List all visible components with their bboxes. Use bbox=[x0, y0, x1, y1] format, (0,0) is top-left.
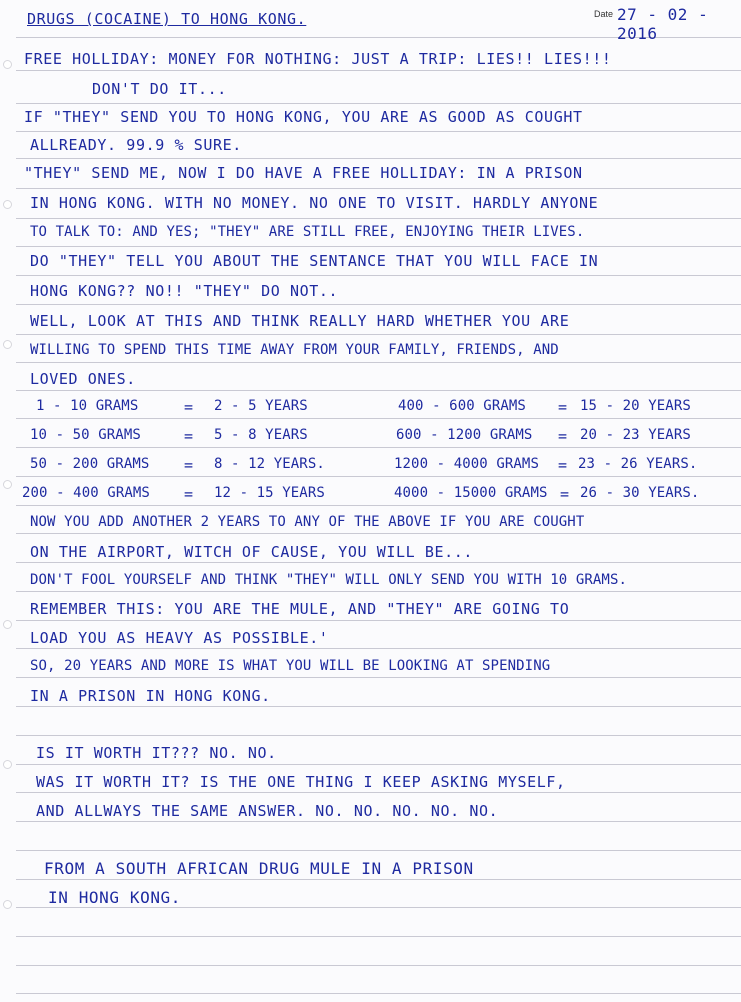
sentence-range: 600 - 1200 GRAMS bbox=[396, 427, 533, 443]
punch-hole bbox=[3, 200, 12, 209]
sentence-equals: = bbox=[558, 456, 568, 474]
sentence-equals: = bbox=[184, 398, 194, 416]
text-line: DON'T DO IT... bbox=[92, 80, 227, 98]
ruled-line bbox=[16, 188, 741, 189]
text-line: IN HONG KONG. WITH NO MONEY. NO ONE TO VISIT. HARDLY ANYONE bbox=[30, 194, 599, 212]
ruled-line bbox=[16, 505, 741, 506]
sentence-equals: = bbox=[558, 427, 568, 445]
ruled-line bbox=[16, 447, 741, 448]
sentence-range: 200 - 400 GRAMS bbox=[22, 485, 150, 501]
text-line: SO, 20 YEARS AND MORE IS WHAT YOU WILL BE LOOKING AT SPENDING bbox=[30, 658, 551, 674]
ruled-line bbox=[16, 792, 741, 793]
ruled-line bbox=[16, 418, 741, 419]
ruled-line bbox=[16, 620, 741, 621]
text-line: WAS IT WORTH IT? IS THE ONE THING I KEEP ASKING MYSELF, bbox=[36, 773, 566, 791]
sentence-equals: = bbox=[560, 485, 570, 503]
ruled-line bbox=[16, 476, 741, 477]
ruled-line bbox=[16, 677, 741, 678]
text-line: ALLREADY. 99.9 % SURE. bbox=[30, 136, 242, 154]
ruled-line bbox=[16, 533, 741, 534]
sentence-years: 8 - 12 YEARS. bbox=[214, 456, 325, 472]
ruled-line bbox=[16, 735, 741, 736]
text-line: AND ALLWAYS THE SAME ANSWER. NO. NO. NO. NO. NO. bbox=[36, 802, 499, 820]
text-line: IF "THEY" SEND YOU TO HONG KONG, YOU ARE AS GOOD AS COUGHT bbox=[24, 108, 583, 126]
punch-hole bbox=[3, 620, 12, 629]
date-value: 27 - 02 - 2016 bbox=[617, 5, 709, 43]
sentence-years: 23 - 26 YEARS. bbox=[578, 456, 698, 472]
sentence-range: 1 - 10 GRAMS bbox=[36, 398, 139, 414]
ruled-line bbox=[16, 304, 741, 305]
sentence-range: 1200 - 4000 GRAMS bbox=[394, 456, 539, 472]
sentence-range: 4000 - 15000 GRAMS bbox=[394, 485, 548, 501]
ruled-line bbox=[16, 70, 741, 71]
sentence-range: 50 - 200 GRAMS bbox=[30, 456, 150, 472]
text-line: ON THE AIRPORT, WITCH OF CAUSE, YOU WILL BE... bbox=[30, 543, 474, 561]
text-line: FREE HOLLIDAY: MONEY FOR NOTHING: JUST A TRIP: LIES!! LIES!!! bbox=[24, 50, 612, 68]
sentence-equals: = bbox=[184, 456, 194, 474]
text-line: NOW YOU ADD ANOTHER 2 YEARS TO ANY OF THE ABOVE IF YOU ARE COUGHT bbox=[30, 514, 585, 530]
ruled-line bbox=[16, 103, 741, 104]
ruled-line bbox=[16, 218, 741, 219]
punch-hole bbox=[3, 480, 12, 489]
text-line: DO "THEY" TELL YOU ABOUT THE SENTANCE THAT YOU WILL FACE IN bbox=[30, 252, 599, 270]
text-line: HONG KONG?? NO!! "THEY" DO NOT.. bbox=[30, 282, 339, 300]
sentence-range: 400 - 600 GRAMS bbox=[398, 398, 526, 414]
ruled-line bbox=[16, 907, 741, 908]
text-line: IS IT WORTH IT??? NO. NO. bbox=[36, 744, 277, 762]
sentence-years: 15 - 20 YEARS bbox=[580, 398, 691, 414]
text-line: IN A PRISON IN HONG KONG. bbox=[30, 687, 271, 705]
sentence-equals: = bbox=[558, 398, 568, 416]
ruled-line bbox=[16, 764, 741, 765]
text-line: LOAD YOU AS HEAVY AS POSSIBLE.' bbox=[30, 629, 329, 647]
ruled-line bbox=[16, 993, 741, 994]
ruled-line bbox=[16, 850, 741, 851]
sentence-years: 20 - 23 YEARS bbox=[580, 427, 691, 443]
ruled-line bbox=[16, 390, 741, 391]
text-line: TO TALK TO: AND YES; "THEY" ARE STILL FREE, ENJOYING THEIR LIVES. bbox=[30, 224, 585, 240]
ruled-line bbox=[16, 562, 741, 563]
signoff-line: FROM A SOUTH AFRICAN DRUG MULE IN A PRISON bbox=[44, 859, 474, 878]
text-line: REMEMBER THIS: YOU ARE THE MULE, AND "THEY" ARE GOING TO bbox=[30, 600, 570, 618]
text-line: LOVED ONES. bbox=[30, 370, 136, 388]
punched-holes bbox=[0, 0, 14, 1002]
sentence-years: 2 - 5 YEARS bbox=[214, 398, 308, 414]
text-line: WELL, LOOK AT THIS AND THINK REALLY HARD WHETHER YOU ARE bbox=[30, 312, 570, 330]
ruled-line bbox=[16, 965, 741, 966]
sentence-years: 26 - 30 YEARS. bbox=[580, 485, 700, 501]
text-line: WILLING TO SPEND THIS TIME AWAY FROM YOUR FAMILY, FRIENDS, AND bbox=[30, 342, 559, 358]
ruled-line bbox=[16, 936, 741, 937]
sentence-range: 10 - 50 GRAMS bbox=[30, 427, 141, 443]
sentence-equals: = bbox=[184, 427, 194, 445]
sentence-years: 5 - 8 YEARS bbox=[214, 427, 308, 443]
page-title: DRUGS (COCAINE) TO HONG KONG. bbox=[27, 10, 307, 28]
ruled-line bbox=[16, 246, 741, 247]
ruled-line bbox=[16, 821, 741, 822]
ruled-line bbox=[16, 362, 741, 363]
date-label: Date bbox=[594, 9, 614, 19]
ruled-line bbox=[16, 706, 741, 707]
punch-hole bbox=[3, 900, 12, 909]
ruled-line bbox=[16, 158, 741, 159]
punch-hole bbox=[3, 60, 12, 69]
ruled-line bbox=[16, 131, 741, 132]
ruled-line bbox=[16, 591, 741, 592]
text-line: "THEY" SEND ME, NOW I DO HAVE A FREE HOLLIDAY: IN A PRISON bbox=[24, 164, 583, 182]
ruled-line bbox=[16, 879, 741, 880]
ruled-line bbox=[16, 334, 741, 335]
signoff-line: IN HONG KONG. bbox=[48, 888, 182, 907]
text-line: DON'T FOOL YOURSELF AND THINK "THEY" WILL ONLY SEND YOU WITH 10 GRAMS. bbox=[30, 572, 628, 588]
sentence-equals: = bbox=[184, 485, 194, 503]
ruled-line bbox=[16, 275, 741, 276]
punch-hole bbox=[3, 760, 12, 769]
ruled-line bbox=[16, 648, 741, 649]
sentence-years: 12 - 15 YEARS bbox=[214, 485, 325, 501]
punch-hole bbox=[3, 340, 12, 349]
